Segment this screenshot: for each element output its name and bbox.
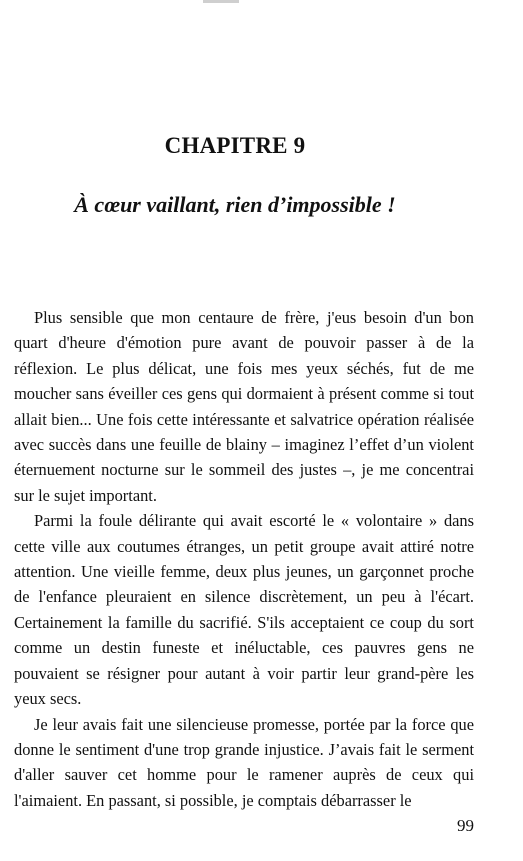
chapter-title: CHAPITRE 9 (164, 133, 306, 158)
paragraph: Parmi la foule délirante qui avait escorté le « volontaire » dans cette ville aux coutumes étranges, un petit groupe avait attiré notre attention. Une vieille femme, deux plus jeunes, un garçonnet proche de l'enfance pleuraient en silence discrètement, un peu à l'écart. Certainement la famille du sacrifié. S'ils acceptaient ce coup du sort comme un destin funeste et inéluctable, ces pauvres gens ne pouvaient se résigner pour autant à voir partir leur grand-père les yeux secs. (14, 511, 474, 709)
top-edge-mark (203, 0, 239, 3)
paragraph: Je leur avais fait une silencieuse promesse, portée par la force que donne le sentiment d'une trop grande injustice. J’avais fait le serment d'aller sauver cet homme pour le ramener auprès de ceux qui l'aimaient. En passant, si possible, je comptais débarrasser le (14, 714, 474, 810)
chapter-body (14, 305, 474, 813)
paragraph: Plus sensible que mon centaure de frère, j'eus besoin d'un bon quart d'heure d'émotion pure avant de pouvoir passer à de la réflexion. Le plus délicat, une fois mes yeux séchés, fut de me moucher sans éveiller ces gens qui dormaient à présent comme si tout allait bien... Une fois cette intéressante et salvatrice opération réalisée avec succès dans une feuille de blainy – imaginez l’effet d’un violent éternuement nocturne sur le sommeil des justes –, je me concentrai sur le sujet important. (14, 308, 474, 505)
chapter-subtitle: À cœur vaillant, rien d’impossible ! (74, 192, 396, 217)
page-number: 99 (457, 816, 474, 835)
